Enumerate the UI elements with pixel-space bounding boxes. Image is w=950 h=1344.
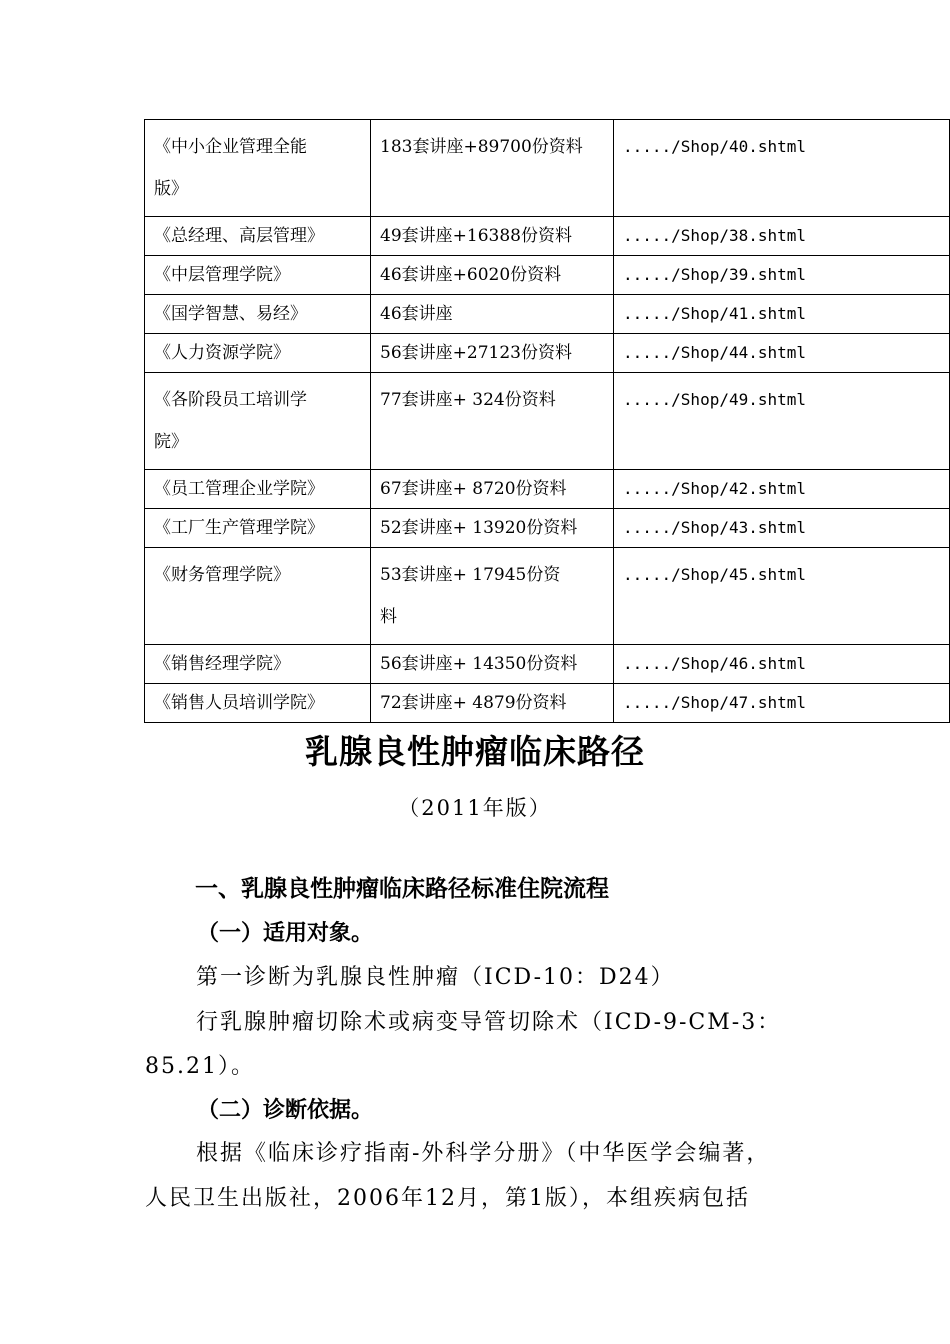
course-name-cell <box>145 120 371 217</box>
table-row <box>145 120 950 217</box>
course-name: 《总经理、高层管理》 <box>154 226 324 246</box>
course-link-cell <box>614 470 950 509</box>
course-name-cell <box>145 373 371 470</box>
course-name: 《人力资源学院》 <box>154 343 290 363</box>
course-link-cell <box>614 120 950 217</box>
course-name: 《销售经理学院》 <box>154 654 290 674</box>
course-name: 《工厂生产管理学院》 <box>154 518 324 538</box>
table-row <box>145 645 950 684</box>
course-name-cell <box>145 295 371 334</box>
course-name: 《国学智慧、易经》 <box>154 304 307 324</box>
paragraph-basis: 根据《临床诊疗指南-外科学分册》（中华医学会编著， <box>196 1141 771 1166</box>
paragraph-basis-cont: 人民卫生出版社，2006年12月，第1版），本组疾病包括 <box>145 1186 750 1211</box>
course-name-cell <box>145 684 371 723</box>
subsection-heading-applicable: （一）适用对象。 <box>197 921 374 946</box>
course-link[interactable]: ...../Shop/49.shtml <box>623 390 807 409</box>
course-content: 56套讲座+27123份资料 <box>380 343 572 363</box>
course-name: 《中小企业管理全能 <box>154 137 307 157</box>
course-name-cell <box>145 256 371 295</box>
course-link[interactable]: ...../Shop/38.shtml <box>623 226 807 245</box>
subsection-heading-basis: （二）诊断依据。 <box>197 1098 374 1123</box>
course-name-cont: 版》 <box>154 179 188 199</box>
course-name-cell <box>145 217 371 256</box>
course-link-cell <box>614 334 950 373</box>
course-content: 77套讲座+ 324份资料 <box>380 390 556 410</box>
course-content: 56套讲座+ 14350份资料 <box>380 654 578 674</box>
course-content: 183套讲座+89700份资料 <box>380 137 583 157</box>
course-link-cell <box>614 684 950 723</box>
course-link-cell <box>614 295 950 334</box>
course-content-cell <box>371 217 614 256</box>
course-content: 49套讲座+16388份资料 <box>380 226 572 246</box>
course-content: 46套讲座 <box>380 304 453 324</box>
table-row <box>145 373 950 470</box>
course-name: 《员工管理企业学院》 <box>154 479 324 499</box>
table-row <box>145 334 950 373</box>
course-link-cell <box>614 548 950 645</box>
course-content-cell <box>371 373 614 470</box>
course-content-cell <box>371 548 614 645</box>
course-link[interactable]: ...../Shop/46.shtml <box>623 654 807 673</box>
paragraph-procedure-cont: 85.21）。 <box>145 1054 255 1079</box>
course-name-cont: 院》 <box>154 432 188 452</box>
course-content: 72套讲座+ 4879份资料 <box>380 693 567 713</box>
course-content-cont: 料 <box>380 607 397 627</box>
table-row <box>145 470 950 509</box>
course-content-cell <box>371 684 614 723</box>
course-name-cell <box>145 645 371 684</box>
course-link[interactable]: ...../Shop/47.shtml <box>623 693 807 712</box>
course-content: 46套讲座+6020份资料 <box>380 265 562 285</box>
course-name-cell <box>145 470 371 509</box>
course-content-cell <box>371 334 614 373</box>
course-link[interactable]: ...../Shop/44.shtml <box>623 343 807 362</box>
course-content: 67套讲座+ 8720份资料 <box>380 479 567 499</box>
course-link[interactable]: ...../Shop/39.shtml <box>623 265 807 284</box>
document-title: 乳腺良性肿瘤临床路径 <box>305 732 645 771</box>
section-heading: 一、乳腺良性肿瘤临床路径标准住院流程 <box>195 876 609 902</box>
catalog-table <box>144 119 950 723</box>
course-link-cell <box>614 217 950 256</box>
course-name: 《各阶段员工培训学 <box>154 390 307 410</box>
table-row <box>145 295 950 334</box>
course-content-cell <box>371 256 614 295</box>
course-name: 《销售人员培训学院》 <box>154 693 324 713</box>
course-link-cell <box>614 509 950 548</box>
course-content-cell <box>371 645 614 684</box>
table-row <box>145 509 950 548</box>
course-content: 52套讲座+ 13920份资料 <box>380 518 578 538</box>
course-link[interactable]: ...../Shop/40.shtml <box>623 137 807 156</box>
course-content-cell <box>371 295 614 334</box>
course-link[interactable]: ...../Shop/43.shtml <box>623 518 807 537</box>
paragraph-procedure: 行乳腺肿瘤切除术或病变导管切除术（ICD-9-CM-3： <box>196 1010 782 1035</box>
catalog-table-body <box>145 120 950 723</box>
course-link[interactable]: ...../Shop/41.shtml <box>623 304 807 323</box>
course-name: 《中层管理学院》 <box>154 265 290 285</box>
course-content: 53套讲座+ 17945份资 <box>380 565 561 585</box>
table-row <box>145 548 950 645</box>
course-content-cell <box>371 470 614 509</box>
course-name-cell <box>145 334 371 373</box>
table-row <box>145 217 950 256</box>
table-row <box>145 684 950 723</box>
course-name-cell <box>145 509 371 548</box>
course-link-cell <box>614 256 950 295</box>
course-link[interactable]: ...../Shop/42.shtml <box>623 479 807 498</box>
document-edition: （2011年版） <box>398 796 552 820</box>
course-content-cell <box>371 509 614 548</box>
paragraph-diagnosis: 第一诊断为乳腺良性肿瘤（ICD-10：D24） <box>196 965 675 990</box>
course-name: 《财务管理学院》 <box>154 565 290 585</box>
course-link-cell <box>614 373 950 470</box>
course-link[interactable]: ...../Shop/45.shtml <box>623 565 807 584</box>
course-content-cell <box>371 120 614 217</box>
table-row <box>145 256 950 295</box>
course-name-cell <box>145 548 371 645</box>
course-link-cell <box>614 645 950 684</box>
